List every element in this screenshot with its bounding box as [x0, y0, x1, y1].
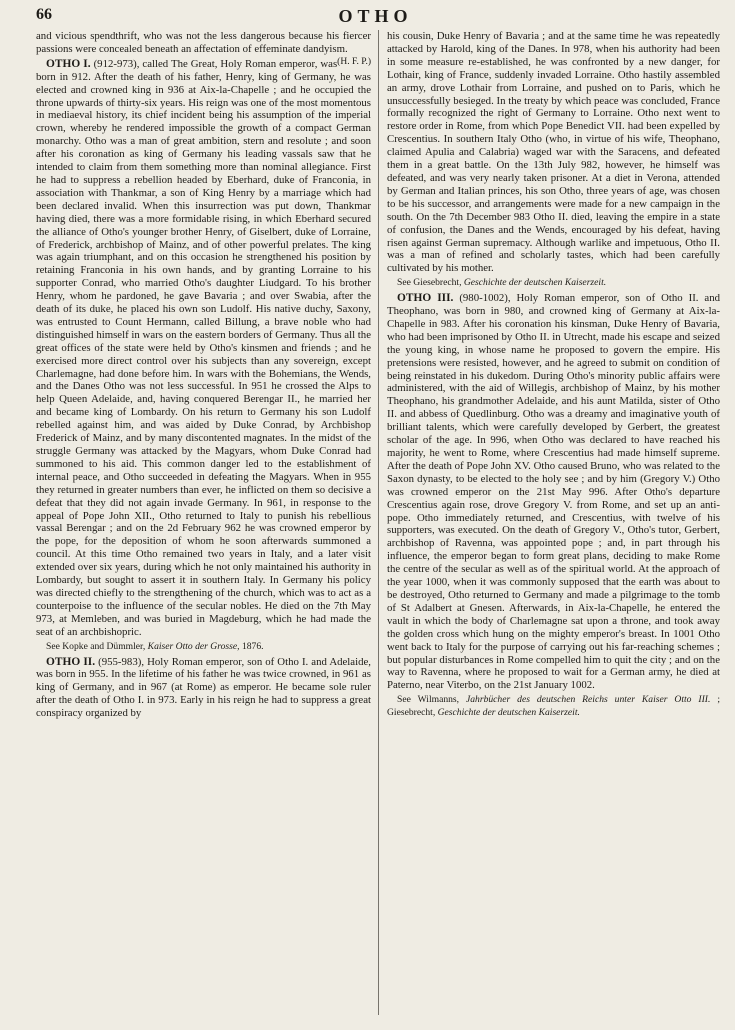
reference-title: Geschichte der deutschen Kaiserzeit. — [463, 277, 607, 289]
reference-mid: ; Giesebrecht, — [387, 694, 720, 719]
reference-title: Jahrbücher des deutschen Reichs unter Kaiser Otto III. — [466, 694, 711, 706]
headword-otho-i: OTHO I. — [46, 57, 91, 70]
reference-otho-ii — [387, 277, 720, 290]
left-column — [36, 30, 371, 1020]
intro-text: and vicious spendthrift, who was not the less dangerous because his fiercer passions were concealed beneath an affectation of effeminate dandyism. — [36, 30, 371, 55]
reference-year: 1876. — [241, 640, 264, 652]
author-initials: (H. F. P.) — [337, 56, 371, 67]
headword-otho-ii: OTHO II. — [46, 655, 96, 668]
page-number: 66 — [36, 6, 52, 23]
running-head: OTHO — [338, 6, 413, 26]
reference-title: Kaiser Otto der Grosse, — [147, 640, 240, 652]
headword-otho-iii: OTHO III. — [397, 292, 454, 305]
reference-prefix: See Kopke and Dümmler, — [46, 640, 146, 652]
entry-otho-iii — [387, 292, 720, 692]
reference-prefix: See Wilmanns, — [397, 694, 460, 706]
page-header — [36, 6, 715, 26]
reference-prefix: See Giesebrecht, — [397, 277, 462, 289]
entry-otho-ii-text: (955-983), Holy Roman emperor, son of Otho I. and Adelaide, was born in 955. In the lifetime of his father he was twice crowned, in 961 as king of Germany, and in 967 (at Rome) as emperor. He became sole ruler after the death of Otho I. in 973. Early in his reign he had to suppress a great conspiracy organized by — [36, 655, 371, 720]
entry-otho-iii-text: (980-1002), Holy Roman emperor, son of Otho II. and Theophano, was born in 980, and crowned king of Germany at Aix-la-Chapelle in 983. After his coronation his kinsman, Duke Henry of Bavaria, who had been imprisoned by Otho II. in Utrecht, made his escape and seized the young king, in whose name he proposed to govern the empire. His pretensions were resisted, however, and he agreed to submit on condition of being reinstated in his dukedom. During Otho's minority public affairs were administered, with the aid of Willegis, archbishop of Mainz, by his mother Theophano, his grandmother Adelaide, and his aunt Matilda, sister of Otho II. and abbess of Quedlinburg. Otho was a dreamy and imaginative youth of brilliant talents, which were carefully developed by Gerbert, the greatest scholar of the age. In 996, when Otho was declared to have reached his majority, he went to Rome, where Crescentius had made himself supreme. After the death of Pope John XV. Otho caused Bruno, who was related to the Saxon dynasty, to be elected to the holy see ; and by him (Gregory V.) Otho was crowned emperor on the 21st May 996. After Otho's departure Crescentius again rose, drove Gregory V. from Rome, and set up an anti-pope. Otho immediately returned, and Crescentius, with twelve of his supporters, was executed. On the death of Gregory V., Otho's tutor, Gerbert, archbishop of Ravenna, was appointed pope ; and, in part through his influence, the emperor began to form great plans, deciding to make Rome the centre of the secular as well as of the spiritual world. At the approach of the year 1000, when it was commonly supposed that the earth was about to be destroyed, Otho returned to Germany and made a pilgrimage to the tomb of St Adalbert at Gnesen. Afterwards, in Aix-la-Chapelle, he entered the vault in which the body of Charlemagne sat upon a throne, and took away the golden cross which hung on the mighty emperor's breast. In 1001 Otho went back to Italy for the purpose of carrying out his far-reaching schemes ; but popular disturbances in Rome compelled him to quit the city ; and on the way to Ravenna, where he proposed to wait for a German army, he died at Paterno, near Viterbo, on the 21st January 1002. — [387, 292, 720, 692]
right-column — [387, 30, 720, 1020]
entry-otho-i-text: (912-973), called The Great, Holy Roman emperor, was born in 912. After the death of his father, Henry, king of Germany, he was elected and crowned king in 936 at Aix-la-Chapelle ; and he occupied the throne upwards of thirty-six years. His reign was one of the most momentous in mediaeval history, its chief incident being his assumption of the imperial crown, whereby he rendered impossible the growth of a compact German monarchy. Otho was a man of great ambition, stern and resolute ; and soon after his coronation as king of Germany his leading vassals saw that he intended to claim from them something more than nominal allegiance. First he had to suppress a rebellion headed by Eberhard, duke of Franconia, in association with Thankmar, a son of King Henry by a marriage which had been declared invalid. When this insurrection was put down, Thankmar having died, there was a more formidable rising, in which Eberhard secured the alliance of Otho's younger brother Henry, of Giselbert, duke of Lorraine, of Frederick, archbishop of Mainz, and of other powerful prelates. The king was again triumphant, and on this occasion he strengthened his position by retaining Franconia in his own hands, and by granting Lorraine to his supporter Conrad, who married Otho's daughter Liudgard. To his brother Henry, whom he pardoned, he gave Bavaria ; and over Swabia, after the death of its duke, he placed his own son Ludolf. His native duchy, Saxony, was entrusted to Count Hermann, called Billung, a brave noble who had distinguished himself in wars on the eastern borders of Germany. Thus all the great offices of the state were held by Otho's kinsmen and friends ; and he exercised more direct control over his subjects than any sovereign, except Charlemagne, had done before him. In wars with the Bohemians, the Wends, and the Danes Otho was not less successful. In 951 he crossed the Alps to help Queen Adelaide, and, having conquered Berengar II., he married her and became king of Lombardy. On his return to Germany his son Ludolf rebelled against him, and was aided by Duke Conrad, by Archbishop Frederick of Mainz, and by many discontented magnates. In the midst of the struggle Germany was attacked by the Magyars, whom Duke Conrad had summoned to his aid. This common danger led to the establishment of internal peace, and Otho succeeded in defeating the Magyars. When in 955 they returned in greater numbers than ever, he inflicted on them so decisive a defeat that they did not again invade Germany. In 961, in response to the appeal of Pope John XII., Otho returned to Italy to punish his rebellious vassal Berengar ; and on the 2d February 962 he was crowned emperor by the pope, for the deposition of whom he soon afterwards summoned a council. At this time Otho remained two years in Italy, and a later visit extended over six years, during which he not only maintained his authority in Lombardy, but sought to assert it in southern Italy. In Germany his policy was directed chiefly to the strengthening of the church, which was to act as a counterpoise to the influence of the secular nobles. He died on the 7th May 973, at Memleben, and was buried in Magdeburg, which he had made the seat of an archbishopric. — [36, 57, 371, 638]
reference-otho-i — [36, 641, 371, 654]
column-divider — [378, 30, 379, 1015]
reference-title: Geschichte der deutschen Kaiserzeit. — [437, 707, 580, 719]
reference-otho-iii — [387, 694, 720, 720]
entry-otho-ii-continued: his cousin, Duke Henry of Bavaria ; and at the same time he was repeatedly attacked by Harold, king of the Danes. In 978, when his authority had been in some measure re-established, he was confronted by a new danger, for Lothair, king of France, suddenly invaded Lorraine. Otho hastily assembled an army, drove Lothair from Lorraine, and pushed on to Paris, which he unsuccessfully besieged. In the treaty by which peace was concluded, France formally recognized the right of Germany to Lorraine. Otho next went to restore order in Rome, from which Pope Benedict VII. had been expelled by Crescentius. In southern Italy Otho (who, in virtue of his wife, Theophano, claimed Apulia and Calabria) waged war with the Saracens, and defeated them in a great battle. On the 13th July 982, however, he himself was defeated, and was very nearly taken prisoner. At a diet in Verona, attended by German and Italian princes, his son Otho, three years of age, was chosen to be his successor, and arrangements were made for a new campaign in the south. On the 7th December 983 Otho II. died, leaving the empire in a state of confusion, the Danes and the Wends, encouraged by his defeat, having risen against German supremacy. Although warlike and impetuous, Otho II. was a man of refined and scholarly tastes, which had been carefully cultivated by his mother. — [387, 30, 720, 275]
entry-otho-i — [36, 58, 371, 639]
entry-otho-ii — [36, 656, 371, 721]
